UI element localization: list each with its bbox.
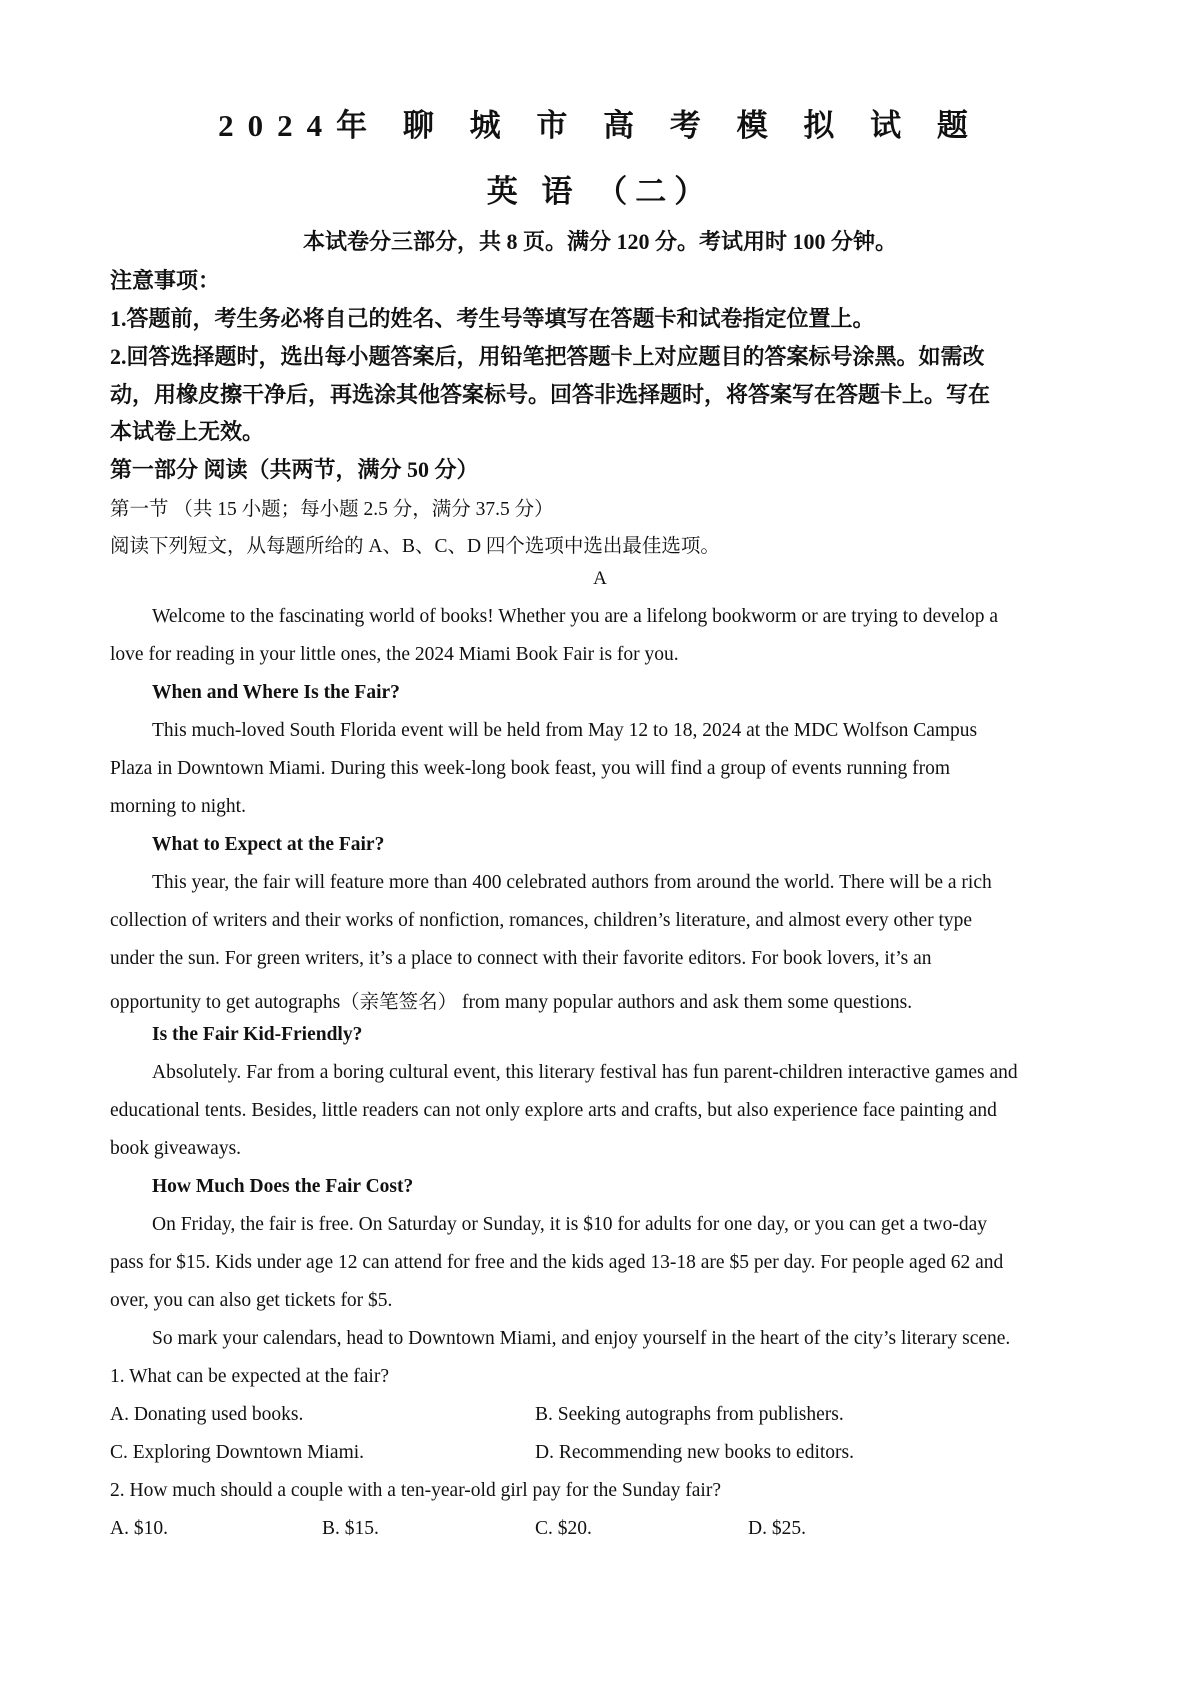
passage-line: opportunity to get autographs（亲笔签名） from many popular authors and ask them some questions. [110, 992, 913, 1013]
question-1-option-c: C. Exploring Downtown Miami. [110, 1442, 365, 1463]
notes-heading: 注意事项： [110, 268, 221, 293]
passage-line: pass for $15. Kids under age 12 can attend for free and the kids aged 13-18 are $5 per day. For people aged 62 and [110, 1252, 1004, 1273]
passage-line: This year, the fair will feature more than 400 celebrated authors from around the world. There will be a rich [152, 872, 992, 893]
passage-subheading: How Much Does the Fair Cost? [152, 1176, 414, 1197]
passage-line: Plaza in Downtown Miami. During this week-long book feast, you will find a group of events running from [110, 758, 950, 779]
passage-line: This much-loved South Florida event will be held from May 12 to 18, 2024 at the MDC Wolfson Campus [152, 720, 978, 741]
exam-info: 本试卷分三部分，共 8 页。满分 120 分。考试用时 100 分钟。 [302, 229, 897, 254]
notes-item-2-line-2: 动，用橡皮擦干净后，再选涂其他答案标号。回答非选择题时，将答案写在答题卡上。写在 [110, 382, 991, 407]
section1-heading: 第一节 （共 15 小题；每小题 2.5 分，满分 37.5 分） [110, 499, 554, 520]
part1-heading: 第一部分 阅读（共两节，满分 50 分） [110, 457, 479, 482]
page-title: 2024年 聊 城 市 高 考 模 拟 试 题 [218, 108, 982, 143]
page-subtitle: 英 语 （二） [486, 174, 714, 209]
passage-subheading: When and Where Is the Fair? [152, 682, 400, 703]
question-2-option-b: B. $15. [322, 1518, 379, 1539]
passage-line: morning to night. [110, 796, 246, 817]
passage-subheading: What to Expect at the Fair? [152, 834, 385, 855]
section1-instruction: 阅读下列短文，从每题所给的 A、B、C、D 四个选项中选出最佳选项。 [110, 536, 720, 557]
passage-line: under the sun. For green writers, it’s a place to connect with their favorite editors. For book lovers, it’s an [110, 948, 932, 969]
passage-line: So mark your calendars, head to Downtown Miami, and enjoy yourself in the heart of the city’s literary scene. [152, 1328, 1011, 1349]
passage-line: love for reading in your little ones, the 2024 Miami Book Fair is for you. [110, 644, 679, 665]
question-1-option-b: B. Seeking autographs from publishers. [535, 1404, 844, 1425]
question-2-option-a: A. $10. [110, 1518, 168, 1539]
passage-line: On Friday, the fair is free. On Saturday or Sunday, it is $10 for adults for one day, or you can get a two-day [152, 1214, 988, 1235]
notes-item-2-line-1: 2.回答选择题时，选出每小题答案后，用铅笔把答题卡上对应题目的答案标号涂黑。如需改 [110, 344, 985, 369]
passage-line: Welcome to the fascinating world of books! Whether you are a lifelong bookworm or are trying to develop a [152, 606, 999, 627]
passage-line: educational tents. Besides, little readers can not only explore arts and crafts, but also experience face painting and [110, 1100, 997, 1121]
passage-letter: A [593, 568, 607, 589]
question-2-stem: 2. How much should a couple with a ten-year-old girl pay for the Sunday fair? [110, 1480, 721, 1501]
notes-item-2-line-3: 本试卷上无效。 [110, 419, 265, 444]
question-2-option-c: C. $20. [535, 1518, 592, 1539]
passage-line: book giveaways. [110, 1138, 242, 1159]
question-1-option-a: A. Donating used books. [110, 1404, 304, 1425]
passage-line: over, you can also get tickets for $5. [110, 1290, 393, 1311]
passage-line: Absolutely. Far from a boring cultural event, this literary festival has fun parent-children interactive games and [152, 1062, 1018, 1083]
notes-item-1: 1.答题前，考生务必将自己的姓名、考生号等填写在答题卡和试卷指定位置上。 [110, 306, 875, 331]
passage-line: collection of writers and their works of nonfiction, romances, children’s literature, and almost every other type [110, 910, 973, 931]
question-1-option-d: D. Recommending new books to editors. [535, 1442, 854, 1463]
question-2-option-d: D. $25. [748, 1518, 806, 1539]
passage-subheading: Is the Fair Kid-Friendly? [152, 1024, 363, 1045]
question-1-stem: 1. What can be expected at the fair? [110, 1366, 389, 1387]
